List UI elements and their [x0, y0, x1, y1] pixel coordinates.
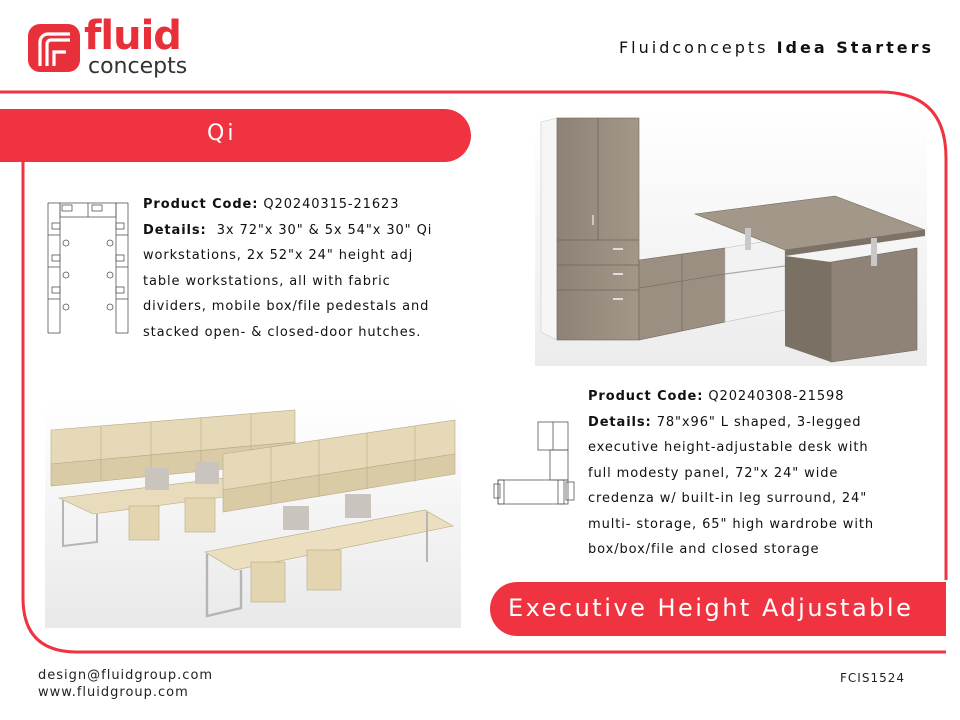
exec-product-code-line [588, 384, 908, 410]
footer-email[interactable]: design@fluidgroup.com [38, 668, 214, 683]
qi-details-text: dividers, mobile box/file pedestals and [143, 299, 430, 314]
exec-details-line [588, 410, 908, 436]
qi-details-text: stacked open- & closed-door hutches. [143, 324, 422, 340]
executive-floorplan-image [490, 416, 586, 522]
exec-details-text: multi- storage, 65" high wardrobe with [588, 516, 874, 532]
qi-floorplan-image [40, 195, 136, 337]
qi-spec-block [143, 192, 473, 345]
brand-logo [26, 13, 188, 82]
exec-details-text: credenza w/ built-in leg surround, 24" [588, 491, 868, 506]
qi-details-text: table workstations, all with fabric [143, 273, 391, 289]
qi-details-text: 3x 72"x 30" & 5x 54"x 30" Qi [216, 222, 433, 238]
logo-mark-icon [26, 22, 82, 74]
series-title-qi: Qi [207, 121, 237, 146]
qi-product-code-line [143, 192, 473, 218]
logo-word-concepts: concepts [88, 54, 188, 79]
exec-code-label: Product Code: [588, 389, 704, 404]
qi-code-value: Q20240315-21623 [263, 197, 400, 212]
exec-details-text: 78"x96" L shaped, 3-legged [656, 414, 862, 430]
executive-desk-image [535, 110, 927, 366]
header-title-bold: Idea Starters [776, 38, 934, 57]
qi-details-text: workstations, 2x 52"x 24" height adj [143, 248, 414, 263]
exec-details-label: Details: [588, 414, 652, 430]
qi-code-label: Product Code: [143, 197, 259, 212]
logo-word-fluid: fluid [84, 13, 181, 59]
exec-details-text: box/box/file and closed storage [588, 542, 820, 557]
executive-spec-block [588, 384, 908, 563]
header-title-prefix: Fluidconcepts [618, 38, 769, 57]
series-title-executive: Executive Height Adjustable [508, 594, 914, 622]
footer-website[interactable]: www.fluidgroup.com [38, 685, 189, 700]
header-title [619, 38, 934, 57]
footer-doc-code: FCIS1524 [840, 671, 905, 685]
qi-details-label: Details: [143, 222, 207, 238]
exec-code-value: Q20240308-21598 [708, 389, 845, 404]
qi-workstations-image [45, 402, 461, 628]
exec-details-text: executive height-adjustable desk with [588, 440, 869, 455]
qi-details-line [143, 218, 473, 244]
exec-details-text: full modesty panel, 72"x 24" wide [588, 465, 839, 481]
